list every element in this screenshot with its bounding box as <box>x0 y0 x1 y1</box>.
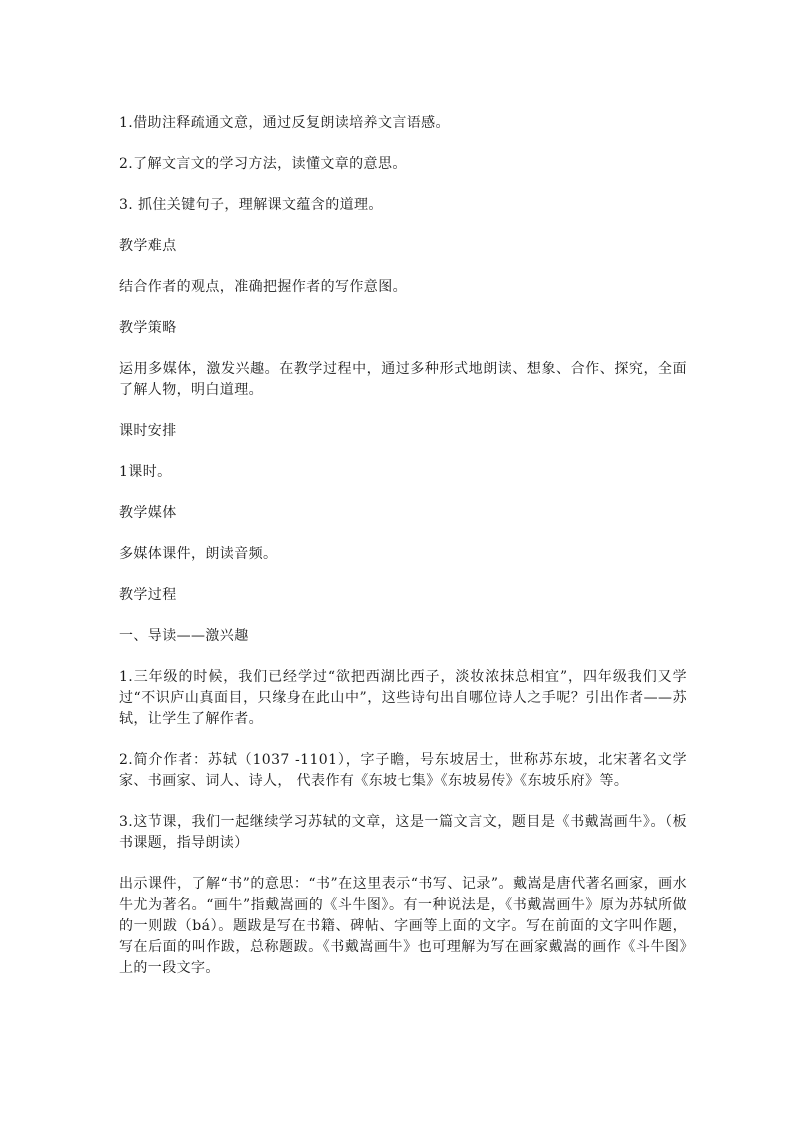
objective-1: 1.借助注释疏通文意，通过反复朗读培养文言语感。 <box>119 115 450 131</box>
heading-section-1: 一、导读——激兴趣 <box>119 628 249 644</box>
media-text: 多媒体课件，朗读音频。 <box>119 546 278 562</box>
heading-media: 教学媒体 <box>119 505 177 521</box>
strategy-text: 运用多媒体，激发兴趣。在教学过程中，通过多种形式地朗读、想象、合作、探究，全面了解人物，明白道理。 <box>119 361 687 398</box>
intro-paragraph-3: 3.这节课，我们一起继续学习苏轼的文章，这是一篇文言文，题目是《书戴嵩画牛》。（板书课题，指导朗读） <box>119 814 687 851</box>
heading-process: 教学过程 <box>119 587 177 603</box>
objective-2: 2.了解文言文的学习方法，读懂文章的意思。 <box>119 156 407 172</box>
objective-3: 3. 抓住关键句子，理解课文蕴含的道理。 <box>119 197 383 213</box>
schedule-text: 1课时。 <box>119 464 172 480</box>
heading-difficulty: 教学难点 <box>119 238 177 254</box>
document-page <box>119 113 687 999</box>
heading-strategy: 教学策略 <box>119 320 177 336</box>
heading-schedule: 课时安排 <box>119 423 177 439</box>
courseware-paragraph: 出示课件，了解“书”的意思：“书”在这里表示“书写、记录”。戴嵩是唐代著名画家，画水牛尤为著名。“画牛”指戴嵩画的《斗牛图》。有一种说法是，《书戴嵩画牛》原为苏轼所做的一则跋（bá）。题跋是写在书籍、碑帖、字画等上面的文字。写在前面的文字叫作题，写在后面的叫作跋，总称题跋。《书戴嵩画牛》也可理解为写在画家戴嵩的画作《斗牛图》上的一段文字。 <box>119 876 687 976</box>
intro-paragraph-1: 1.三年级的时候，我们已经学过“欲把西湖比西子，淡妆浓抹总相宜”，四年级我们又学过“不识庐山真面目，只缘身在此山中”，这些诗句出自哪位诗人之手呢？引出作者——苏轼，让学生了解作者。 <box>119 669 687 727</box>
difficulty-text: 结合作者的观点，准确把握作者的写作意图。 <box>119 279 407 295</box>
intro-paragraph-2: 2.简介作者：苏轼（1037 -1101），字子瞻，号东坡居士，世称苏东坡，北宋著名文学家、书画家、词人、诗人， 代表作有《东坡七集》《东坡易传》《东坡乐府》等。 <box>119 752 687 789</box>
